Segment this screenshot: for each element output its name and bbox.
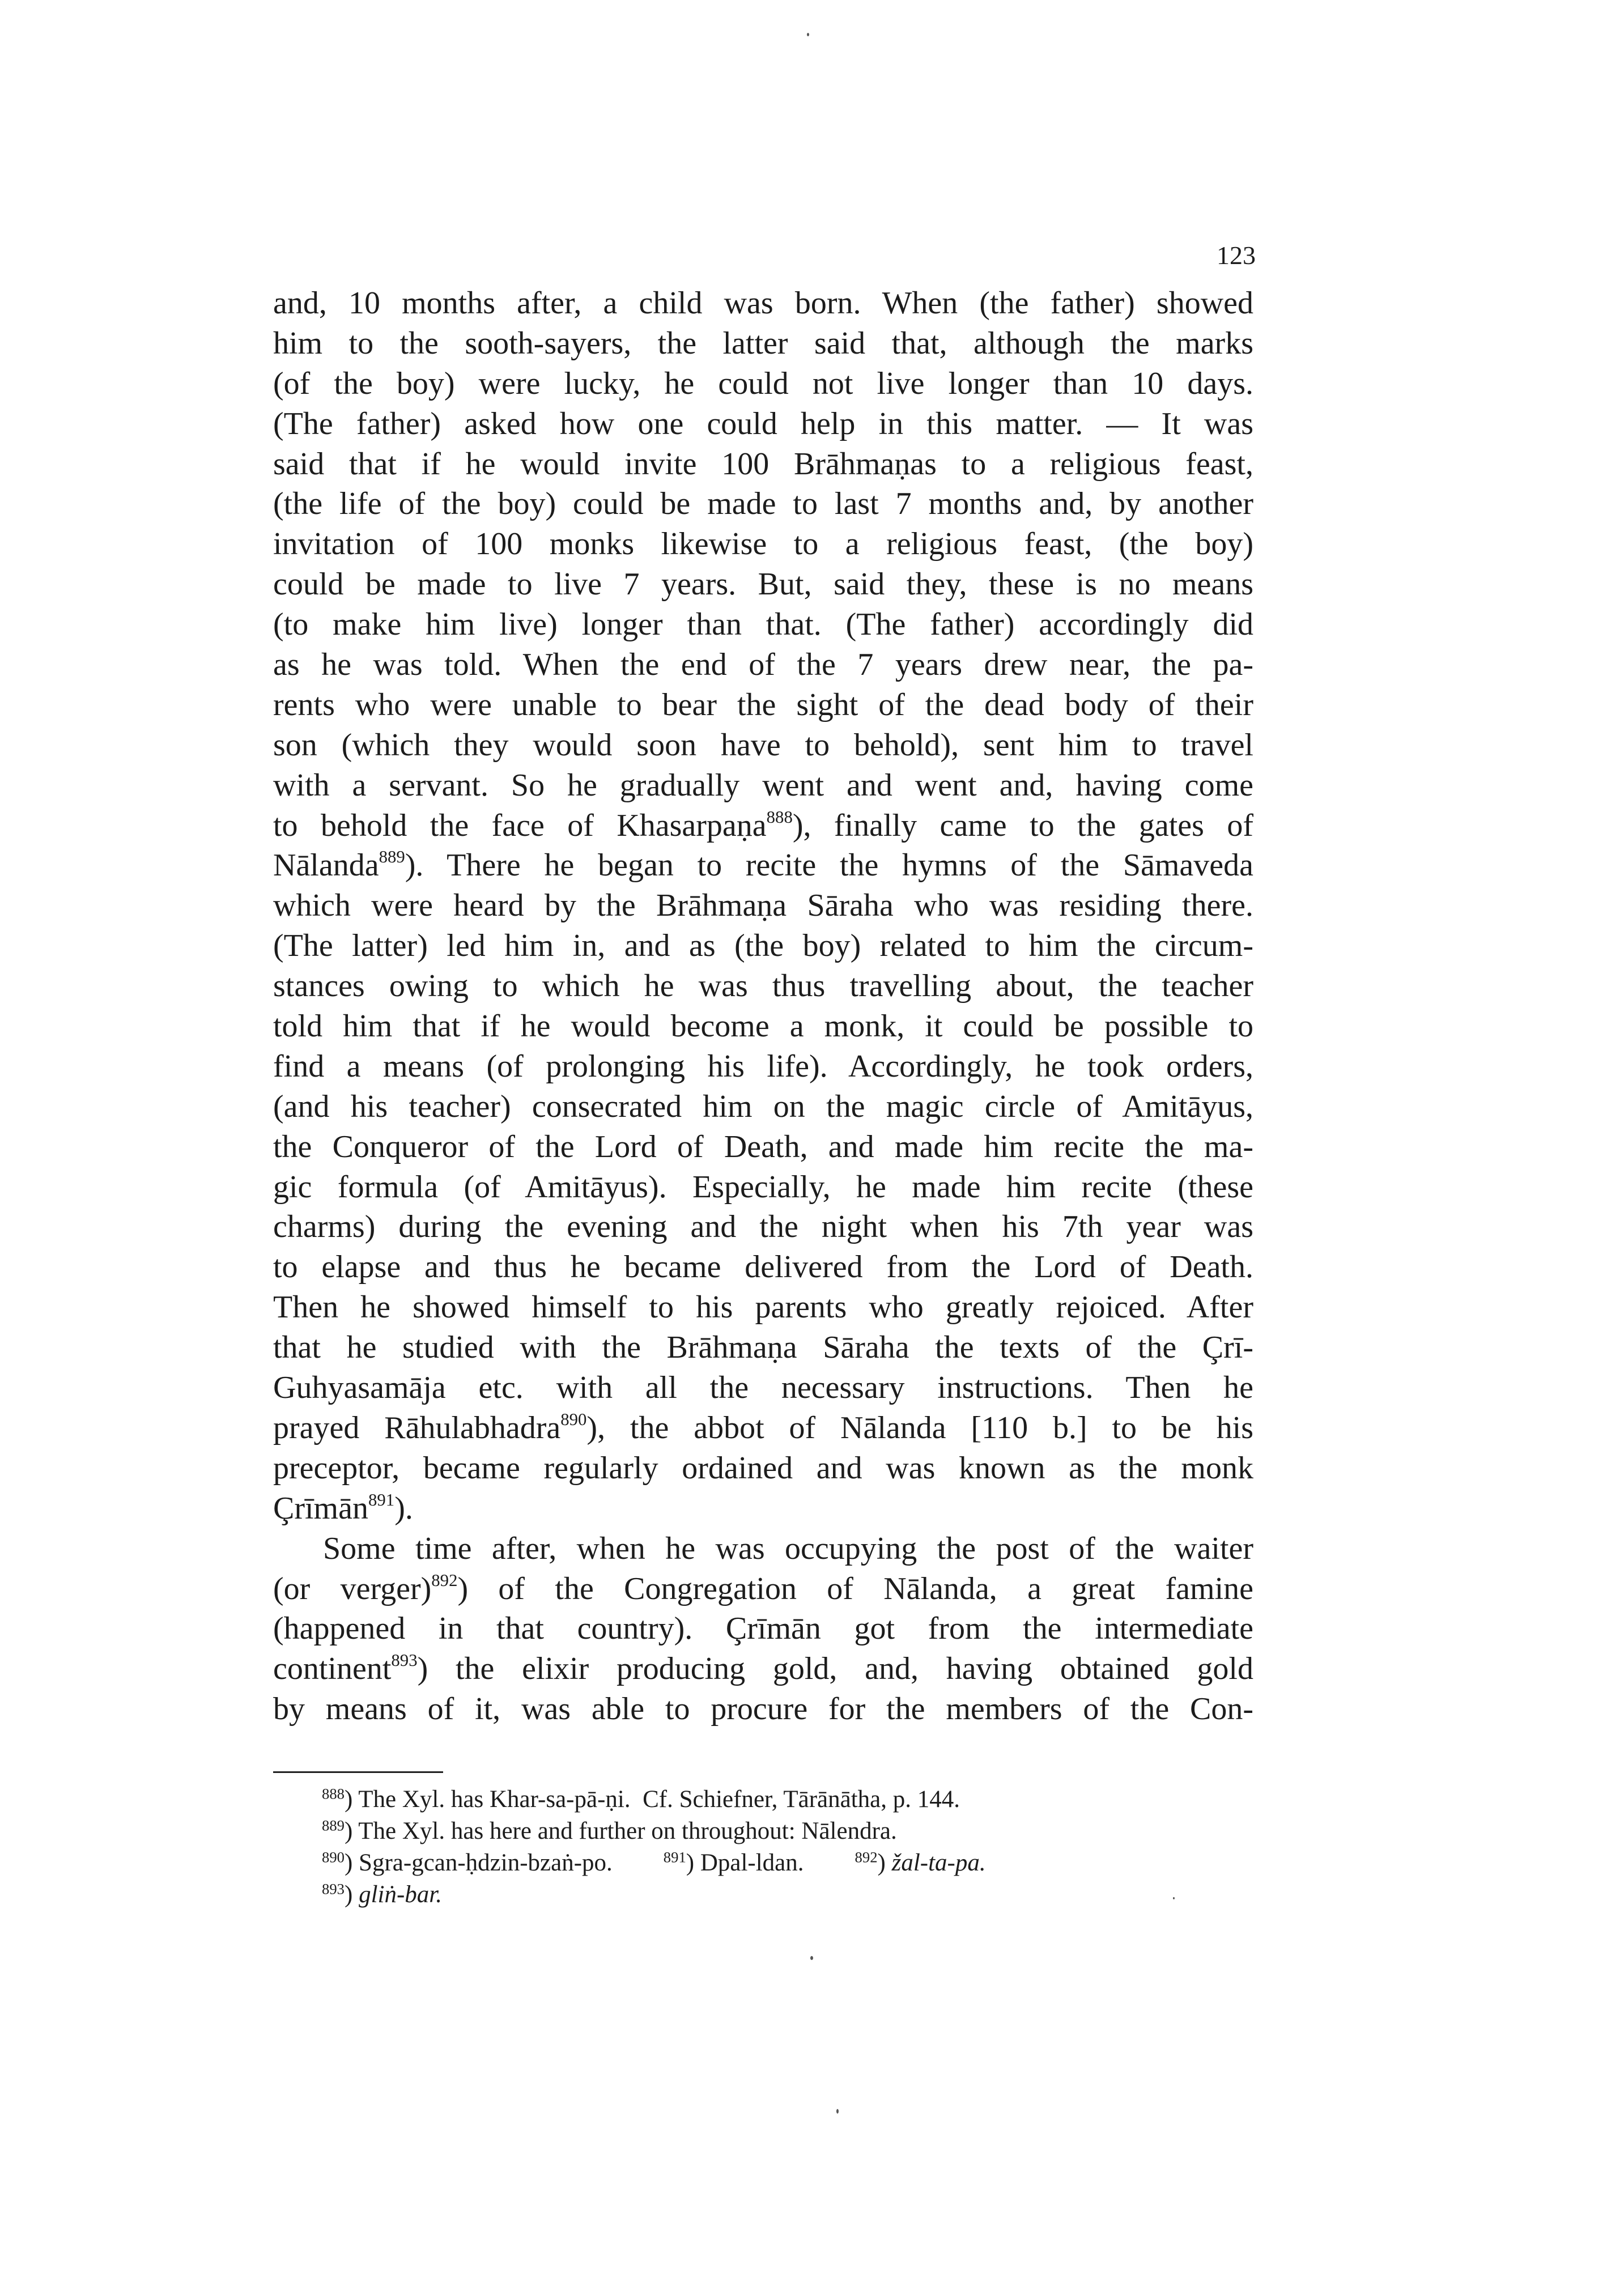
text-fragment: to behold the face of Khasarpaṇa	[273, 807, 767, 843]
footnote-number: 888	[322, 1785, 345, 1802]
text-line: (and his teacher) consecrated him on the magic circle of Amitāyus,	[273, 1089, 1253, 1124]
text-line: (to make him live) longer than that. (The father) accordingly did	[273, 607, 1253, 643]
footnote-number: 892	[854, 1848, 878, 1866]
text-fragment: ) the elixir producing gold, and, having obtained gold	[417, 1651, 1253, 1687]
footnote-italic-text: gliṅ-bar.	[359, 1881, 442, 1908]
footnote-row-890-892	[322, 1847, 1240, 1879]
text-line: (The father) asked how one could help in this matter. — It was	[273, 406, 1253, 441]
text-line: to elapse and thus he became delivered from the Lord of Death.	[273, 1249, 1253, 1285]
footnote-ref: 888	[766, 807, 793, 827]
text-line	[273, 845, 1253, 886]
footnote-ref: 892	[431, 1570, 458, 1590]
footnote-891	[664, 1847, 804, 1879]
footnote-892	[855, 1847, 986, 1879]
text-fragment: ). There he began to recite the hymns of the Sāmaveda	[405, 848, 1253, 883]
text-line: and, 10 months after, a child was born. When (the father) showed	[273, 286, 1253, 321]
text-line: (the life of the boy) could be made to last 7 months and, by another	[273, 486, 1253, 522]
text-line: gic formula (of Amitāyus). Especially, he made him recite (these	[273, 1169, 1253, 1205]
scan-speck	[1173, 1897, 1175, 1899]
footnote-italic-text: žal-ta-pa.	[891, 1849, 986, 1876]
text-line: the Conqueror of the Lord of Death, and made him recite the ma-	[273, 1129, 1253, 1164]
text-line: by means of it, was able to procure for the members of the Con-	[273, 1691, 1253, 1727]
text-line: charms) during the evening and the night when his 7th year was	[273, 1209, 1253, 1245]
footnote-number: 890	[322, 1848, 345, 1866]
footnotes	[322, 1784, 1240, 1911]
page-number: 123	[1217, 241, 1256, 270]
text-line: invitation of 100 monks likewise to a religious feast, (the boy)	[273, 526, 1253, 562]
footnote-text: ) Dpal-ldan.	[686, 1849, 804, 1876]
text-fragment: continent	[273, 1651, 392, 1687]
text-fragment: ), the abbot of Nālanda [110 b.] to be his	[586, 1410, 1253, 1445]
footnote-ref: 893	[391, 1651, 418, 1670]
footnote-number: 893	[322, 1880, 345, 1898]
text-line: (The latter) led him in, and as (the boy) related to him the circum-	[273, 928, 1253, 964]
text-line: could be made to live 7 years. But, said they, these is no means	[273, 567, 1253, 602]
text-line	[273, 1649, 1253, 1689]
text-line: (happened in that country). Çrīmān got from the intermediate	[273, 1611, 1253, 1647]
scan-speck	[807, 33, 809, 36]
scan-speck	[810, 1956, 813, 1960]
text-line: rents who were unable to bear the sight of the dead body of their	[273, 687, 1253, 722]
text-line: find a means (of prolonging his life). Accordingly, he took orders,	[273, 1048, 1253, 1084]
footnote-text: )	[877, 1849, 892, 1876]
footnote-889	[322, 1815, 1240, 1847]
text-line: said that if he would invite 100 Brāhmaṇas to a religious feast,	[273, 446, 1253, 482]
footnote-ref: 891	[368, 1490, 395, 1510]
text-line: as he was told. When the end of the 7 years drew near, the pa-	[273, 647, 1253, 683]
text-line	[273, 1489, 1253, 1529]
text-fragment: Çrīmān	[273, 1490, 368, 1526]
text-line: with a servant. So he gradually went and went and, having come	[273, 767, 1253, 803]
footnote-ref: 890	[560, 1409, 587, 1429]
text-line: (of the boy) were lucky, he could not live longer than 10 days.	[273, 365, 1253, 401]
footnote-890	[322, 1847, 613, 1879]
text-line	[273, 1569, 1253, 1609]
scan-speck	[836, 2109, 839, 2114]
text-fragment: Nālanda	[273, 848, 379, 883]
text-line	[273, 1408, 1253, 1448]
text-fragment: prayed Rāhulabhadra	[273, 1410, 561, 1445]
text-line: which were heard by the Brāhmaṇa Sāraha who was residing there.	[273, 888, 1253, 924]
text-line: him to the sooth-sayers, the latter said that, although the marks	[273, 325, 1253, 361]
text-line: preceptor, became regularly ordained and was known as the monk	[273, 1450, 1253, 1486]
footnote-number: 889	[322, 1817, 345, 1834]
footnote-ref: 889	[379, 847, 405, 867]
text-line	[273, 806, 1253, 846]
text-line: stances owing to which he was thus travelling about, the teacher	[273, 968, 1253, 1004]
body-text	[273, 283, 1253, 1729]
text-fragment: ), finally came to the gates of	[792, 807, 1254, 843]
paragraph-first-line: Some time after, when he was occupying the post of the waiter	[323, 1530, 1253, 1566]
footnote-text: )	[344, 1881, 359, 1908]
footnote-divider	[273, 1771, 443, 1773]
text-fragment: ).	[394, 1490, 413, 1526]
text-line: Guhyasamāja etc. with all the necessary instructions. Then he	[273, 1370, 1253, 1406]
text-line: Then he showed himself to his parents who greatly rejoiced. After	[273, 1290, 1253, 1325]
text-fragment: (or verger)	[273, 1571, 432, 1606]
text-line: son (which they would soon have to behold), sent him to travel	[273, 727, 1253, 763]
footnote-number: 891	[663, 1848, 686, 1866]
footnote-text: ) The Xyl. has here and further on throughout: Nālendra.	[344, 1818, 897, 1844]
text-line: told him that if he would become a monk, it could be possible to	[273, 1009, 1253, 1044]
footnote-text: ) Sgra-gcan-ḥdzin-bzaṅ-po.	[344, 1849, 613, 1876]
footnote-text: ) The Xyl. has Khar-sa-pā-ṇi. Cf. Schiefner, Tārānātha, p. 144.	[344, 1786, 960, 1813]
footnote-888	[322, 1784, 1240, 1815]
text-line: that he studied with the Brāhmaṇa Sāraha the texts of the Çrī-	[273, 1330, 1253, 1366]
text-fragment: ) of the Congregation of Nālanda, a great famine	[457, 1571, 1253, 1606]
footnote-893	[322, 1879, 1240, 1911]
